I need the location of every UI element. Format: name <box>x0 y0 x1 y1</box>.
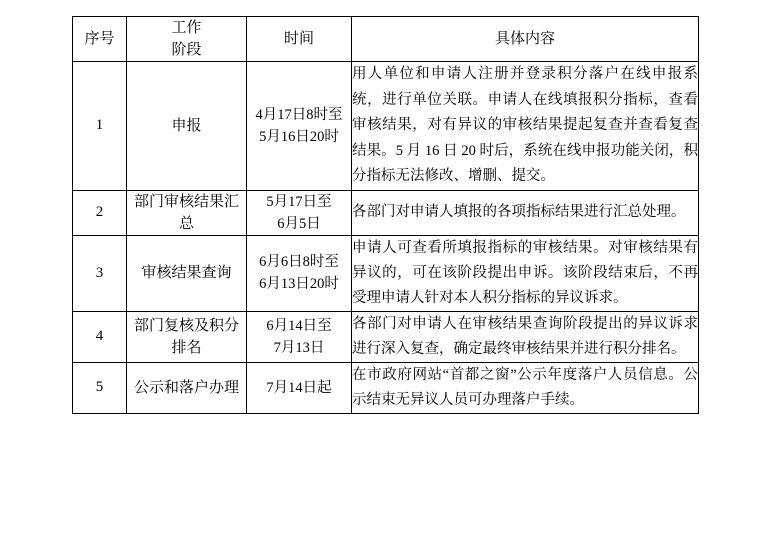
row-time-line2: 5月16日20时 <box>259 128 339 145</box>
row-seq: 2 <box>73 190 127 235</box>
table-row <box>73 362 699 413</box>
row-time <box>247 190 352 235</box>
row-seq: 4 <box>73 311 127 362</box>
row-content: 用人单位和申请人注册并登录积分落户在线申报系统，进行单位关联。申请人在线填报积分指标，查看审核结果，对有异议的审核结果提起复查并查看复查结果。5 月 16 日 20 时后，系统在线申报功能关闭，积分指标无法修改、增删、提交。 <box>352 62 699 191</box>
row-time <box>247 311 352 362</box>
row-seq: 1 <box>73 62 127 191</box>
header-stage-line2: 阶段 <box>171 42 202 58</box>
table-row <box>73 62 699 191</box>
row-stage: 审核结果查询 <box>127 235 247 311</box>
row-stage: 部门审核结果汇总 <box>127 190 247 235</box>
row-seq: 3 <box>73 235 127 311</box>
row-time-line2: 6月5日 <box>277 215 321 232</box>
header-seq: 序号 <box>73 17 127 62</box>
row-content: 申请人可查看所填报指标的审核结果。对审核结果有异议的，可在该阶段提出申诉。该阶段结束后，不再受理申请人针对本人积分指标的异议诉求。 <box>352 235 699 311</box>
row-content: 在市政府网站“首都之窗”公示年度落户人员信息。公示结束无异议人员可办理落户手续。 <box>352 362 699 413</box>
header-time: 时间 <box>247 17 352 62</box>
row-time <box>247 62 352 191</box>
schedule-table <box>72 16 699 414</box>
row-time <box>247 235 352 311</box>
header-stage-line1: 工作 <box>171 20 202 36</box>
table-row <box>73 190 699 235</box>
header-stage <box>127 17 247 62</box>
row-time-line1: 6月14日至 <box>266 317 332 334</box>
row-time-line2: 7月13日 <box>273 339 325 356</box>
row-content: 各部门对申请人在审核结果查询阶段提出的异议诉求进行深入复查，确定最终审核结果并进行积分排名。 <box>352 311 699 362</box>
row-stage: 公示和落户办理 <box>127 362 247 413</box>
table-header-row <box>73 17 699 62</box>
row-seq: 5 <box>73 362 127 413</box>
row-time-line1: 5月17日至 <box>266 193 332 210</box>
row-time-line1: 4月17日8时至 <box>255 106 343 123</box>
table-row <box>73 311 699 362</box>
row-time-line1: 7月14日起 <box>266 379 332 396</box>
table-row <box>73 235 699 311</box>
row-stage: 部门复核及积分排名 <box>127 311 247 362</box>
row-time <box>247 362 352 413</box>
header-content: 具体内容 <box>352 17 699 62</box>
row-time-line2: 6月13日20时 <box>259 276 339 292</box>
row-time-line1: 6月6日8时至 <box>259 254 339 270</box>
row-content: 各部门对申请人填报的各项指标结果进行汇总处理。 <box>352 190 699 235</box>
row-stage: 申报 <box>127 62 247 191</box>
